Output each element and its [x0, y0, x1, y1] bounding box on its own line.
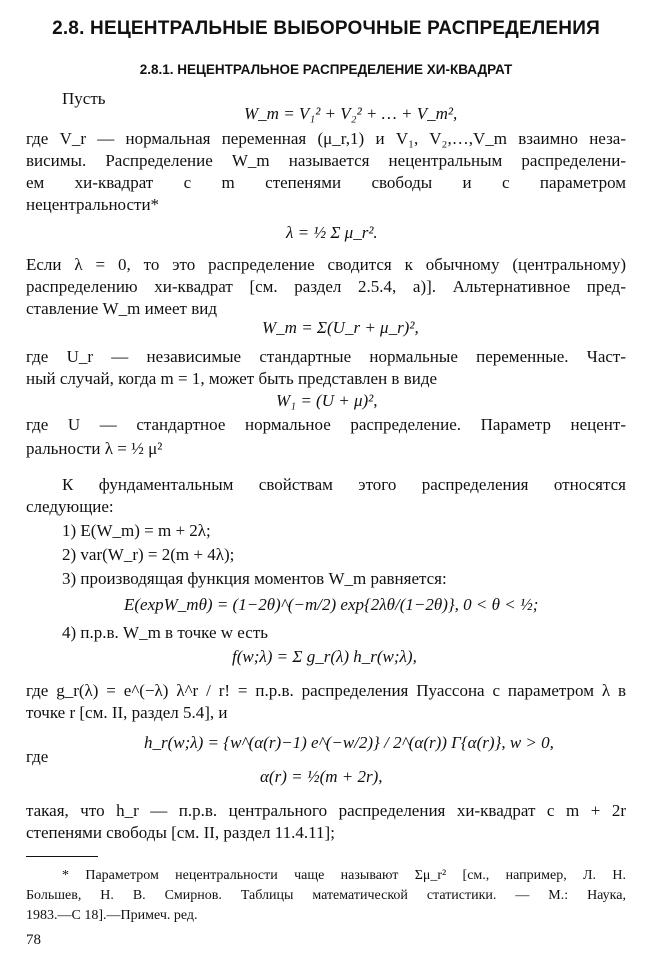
text-line: следующие:: [26, 497, 114, 516]
formula-w1: W₁ = (U + μ)²,: [276, 391, 378, 410]
text-line: где: [26, 747, 49, 766]
property-item-1: 1) E(W_m) = m + 2λ;: [62, 521, 211, 540]
formula-wm-alternative: W_m = Σ(U_r + μ_r)²,: [262, 318, 419, 337]
text-line: где V_r — нормальная переменная (μ_r,1) и V₁, V₂,…,V_m взаимно неза-: [26, 129, 626, 148]
text-line: висимы. Распределение W_m называется нецентральным распределени-: [26, 151, 626, 170]
formula-lambda: λ = ½ Σ μ_r².: [286, 223, 378, 242]
formula-alpha: α(r) = ½(m + 2r),: [260, 767, 383, 786]
property-item-3: 3) производящая функция моментов W_m равняется:: [62, 569, 447, 588]
text-line: где U — стандартное нормальное распределение. Параметр нецент-: [26, 415, 626, 434]
text-line: точке r [см. II, раздел 5.4], и: [26, 703, 228, 722]
text-line: где U_r — независимые стандартные нормальные переменные. Част-: [26, 347, 626, 366]
formula-density: f(w;λ) = Σ g_r(λ) h_r(w;λ),: [232, 647, 417, 666]
property-item-2: 2) var(W_r) = 2(m + 4λ);: [62, 545, 235, 564]
text-line: К фундаментальным свойствам этого распределения относятся: [62, 475, 626, 494]
page-number: 78: [26, 932, 41, 948]
text-line: ставление W_m имеет вид: [26, 299, 217, 318]
text-line: распределению хи-квадрат [см. раздел 2.5.4, а)]. Альтернативное пред-: [26, 277, 626, 296]
text-line: ем хи-квадрат с m степенями свободы и с параметром: [26, 173, 626, 192]
footnote-line: 1983.—С 18].—Примеч. ред.: [26, 908, 198, 923]
text-line: Пусть: [62, 89, 106, 108]
subsection-heading: 2.8.1. НЕЦЕНТРАЛЬНОЕ РАСПРЕДЕЛЕНИЕ ХИ-КВАДРАТ: [139, 62, 513, 77]
formula-mgf: E(expW_mθ) = (1−2θ)^(−m/2) exp{2λθ/(1−2θ)}, 0 < θ < ½;: [124, 595, 539, 614]
property-item-4: 4) п.р.в. W_m в точке w есть: [62, 623, 269, 642]
text-line: Если λ = 0, то это распределение сводится к обычному (центральному): [26, 255, 626, 274]
text-line: степенями свободы [см. II, раздел 11.4.11];: [26, 823, 335, 842]
footnote-divider: [26, 856, 98, 857]
text-line: нецентральности*: [26, 195, 160, 214]
footnote-line: Большев, Н. В. Смирнов. Таблицы математической статистики. — М.: Наука,: [26, 888, 626, 903]
text-line: ральности λ = ½ μ²: [26, 439, 163, 458]
text-line: где g_r(λ) = e^(−λ) λ^r / r! = п.р.в. распределения Пуассона с параметром λ в: [26, 681, 626, 700]
formula-wm-definition: W_m = V₁² + V₂² + … + V_m²,: [244, 104, 458, 123]
footnote-line: * Параметром нецентральности чаще называют Σμ_r² [см., например, Л. Н.: [62, 868, 626, 883]
section-heading: 2.8. НЕЦЕНТРАЛЬНЫЕ ВЫБОРОЧНЫЕ РАСПРЕДЕЛЕНИЯ: [52, 18, 600, 39]
formula-hr: h_r(w;λ) = {w^(α(r)−1) e^(−w/2)} / 2^(α(r)) Γ{α(r)}, w > 0,: [144, 733, 554, 752]
text-line: такая, что h_r — п.р.в. центрального распределения хи-квадрат с m + 2r: [26, 801, 626, 820]
text-line: ный случай, когда m = 1, может быть представлен в виде: [26, 369, 438, 388]
